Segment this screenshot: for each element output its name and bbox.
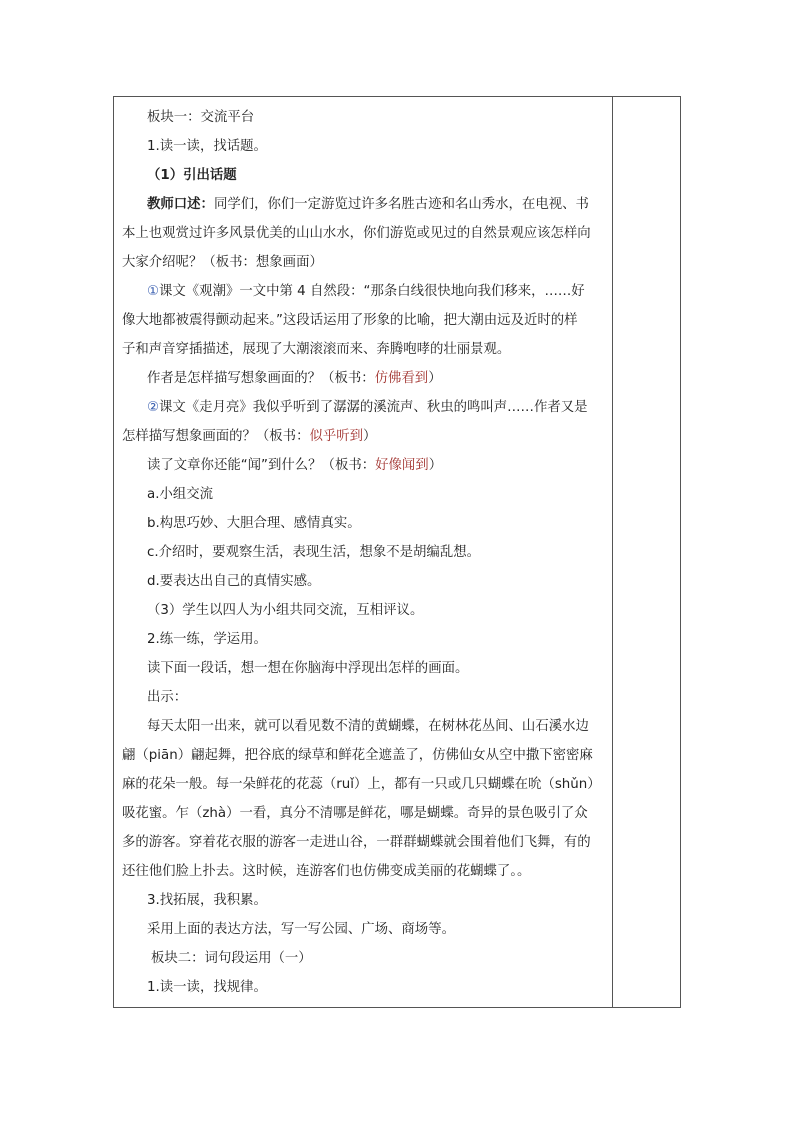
text-run: 怎样描写想象画面的？（板书： bbox=[122, 429, 310, 444]
label-bold: 教师口述： bbox=[147, 197, 214, 212]
text-line bbox=[122, 422, 606, 451]
passage-line: 吸花蜜。乍（zhà）一看，真分不清哪是鲜花，哪是蝴蝶。奇异的景色吸引了众 bbox=[122, 806, 588, 821]
text-line bbox=[147, 451, 606, 480]
text-line bbox=[147, 277, 606, 306]
board-note-highlight: 仿佛看到 bbox=[374, 371, 429, 386]
text-line: （3）学生以四人为小组共同交流，互相评议。 bbox=[147, 603, 424, 618]
text-run: 作者是怎样描写想象画面的？（板书： bbox=[147, 371, 375, 386]
text-line: 大家介绍呢？（板书：想象画面） bbox=[122, 255, 323, 270]
text-run: 课文《观潮》一文中第 4 自然段：“那条白线很快地向我们移来，……好 bbox=[159, 284, 585, 299]
board-note-highlight: 似乎听到 bbox=[309, 429, 364, 444]
list-item: c.介绍时，要观察生活，表现生活，想象不是胡编乱想。 bbox=[147, 545, 480, 560]
text-run: 同学们，你们一定游览过许多名胜古迹和名山秀水，在电视、书 bbox=[213, 197, 589, 212]
text-run: ） bbox=[428, 371, 442, 386]
step-heading: 1.读一读，找规律。 bbox=[147, 980, 267, 995]
passage-line: 翩（piān）翩起舞，把谷底的绿草和鲜花全遮盖了，仿佛仙女从空中撒下密密麻 bbox=[122, 748, 593, 763]
step-heading: 2.练一练，学运用。 bbox=[147, 632, 267, 647]
step-heading: 3.找拓展，我积累。 bbox=[147, 893, 267, 908]
circled-number-marker: ① bbox=[147, 284, 160, 299]
text-run: 读了文章你还能“闻”到什么？（板书： bbox=[147, 458, 376, 473]
passage-line: 麻的花朵一般。每一朵鲜花的花蕊（ruǐ）上，都有一只或几只蝴蝶在吮（shǔn） bbox=[122, 777, 601, 792]
section-heading: 板块二：词句段运用（一） bbox=[151, 951, 312, 966]
sub-heading: （1）引出话题 bbox=[147, 168, 237, 183]
text-run: 课文《走月亮》我似乎听到了潺潺的溪流声、秋虫的鸣叫声……作者又是 bbox=[159, 400, 588, 415]
text-run: ） bbox=[428, 458, 443, 473]
board-note-highlight: 好像闻到 bbox=[375, 458, 429, 473]
list-item: d.要表达出自己的真情实感。 bbox=[147, 574, 321, 589]
text-line: 子和声音穿插描述，展现了大潮滚滚而来、奔腾咆哮的壮丽景观。 bbox=[122, 342, 511, 357]
text-line bbox=[147, 190, 606, 219]
step-heading: 1.读一读，找话题。 bbox=[147, 139, 267, 154]
text-line: 本上也观赏过许多风景优美的山山水水，你们游览或见过的自然景观应该怎样向 bbox=[122, 226, 591, 241]
text-line: 出示： bbox=[147, 690, 188, 705]
text-line bbox=[147, 393, 606, 422]
passage-line: 每天太阳一出来，就可以看见数不清的黄蝴蝶，在树林花丛间、山石溪水边 bbox=[147, 719, 589, 734]
list-item: b.构思巧妙、大胆合理、感情真实。 bbox=[147, 516, 361, 531]
column-divider bbox=[612, 97, 613, 1007]
passage-line: 还往他们脸上扑去。这时候，连游客们也仿佛变成美丽的花蝴蝶了。。 bbox=[122, 864, 531, 879]
circled-number-marker: ② bbox=[147, 400, 160, 415]
text-line: 像大地都被震得颤动起来。”这段话运用了形象的比喻，把大潮由远及近时的样 bbox=[122, 313, 578, 328]
text-run: ） bbox=[363, 429, 377, 444]
list-item: a.小组交流 bbox=[147, 487, 214, 502]
passage-line: 多的游客。穿着花衣服的游客一走进山谷，一群群蝴蝶就会围着他们飞舞，有的 bbox=[122, 835, 591, 850]
text-line: 采用上面的表达方法，写一写公园、广场、商场等。 bbox=[147, 922, 455, 937]
text-line bbox=[147, 364, 606, 393]
text-line: 读下面一段话，想一想在你脑海中浮现出怎样的画面。 bbox=[147, 661, 469, 676]
lesson-plan-table bbox=[113, 96, 681, 1008]
section-heading: 板块一：交流平台 bbox=[147, 110, 255, 125]
